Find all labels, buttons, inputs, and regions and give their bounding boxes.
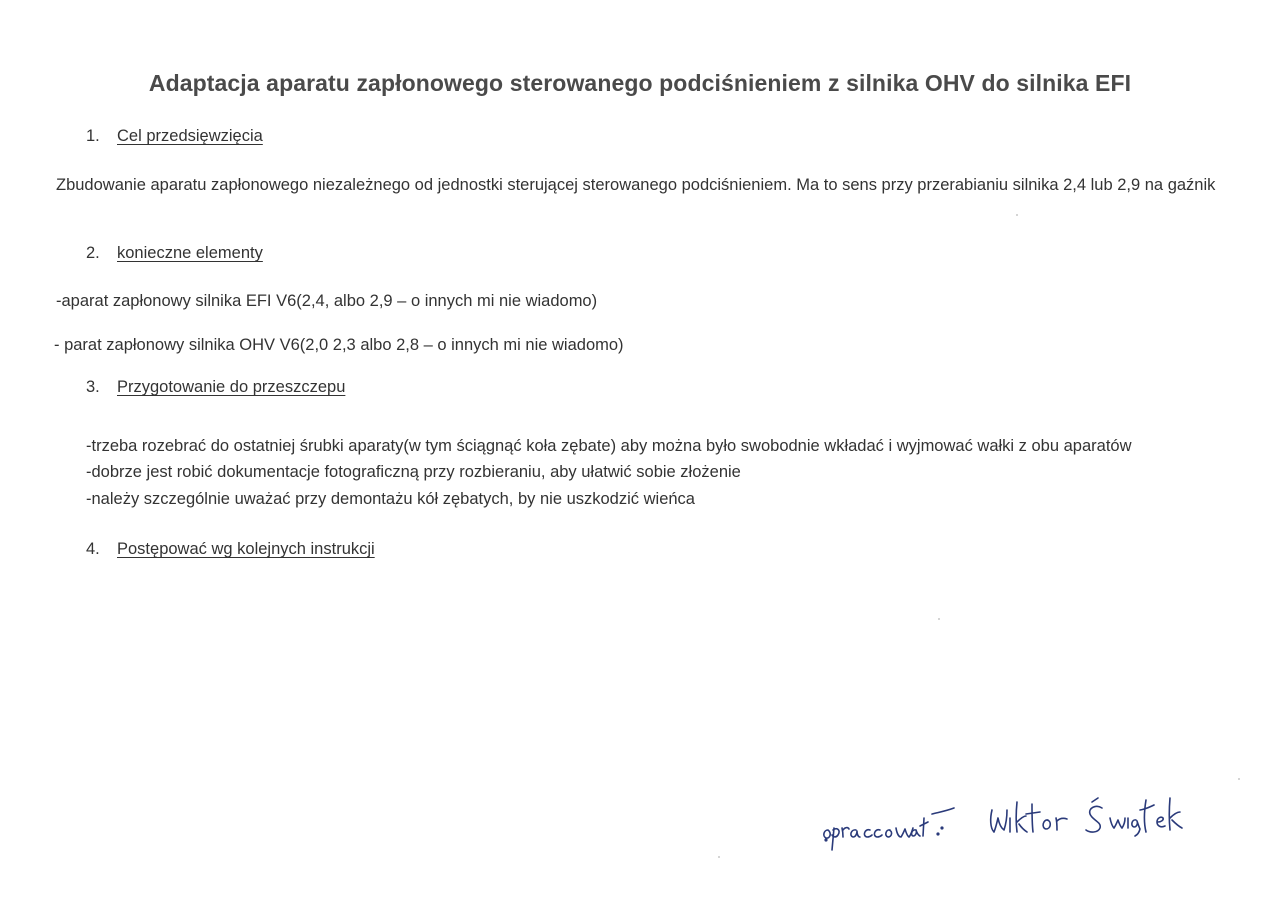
- section-number: 1.: [86, 127, 100, 145]
- scan-speck: [1016, 214, 1018, 216]
- section-number: 4.: [86, 540, 100, 558]
- section-heading-2: [86, 244, 263, 263]
- section-title: konieczne elementy: [117, 244, 263, 262]
- document-title: Adaptacja aparatu zapłonowego sterowanego podciśnieniem z silnika OHV do silnika EFI: [148, 70, 1132, 96]
- section-number: 2.: [86, 244, 100, 262]
- preparation-item-1: -trzeba rozebrać do ostatniej śrubki aparaty(w tym ściągnąć koła zębate) aby można było swobodnie wkładać i wyjmować wałki z obu aparatów: [86, 437, 1132, 455]
- section-heading-1: [86, 127, 263, 146]
- element-item-1: -aparat zapłonowy silnika EFI V6(2,4, albo 2,9 – o innych mi nie wiadomo): [56, 292, 598, 310]
- scan-speck: [1238, 778, 1240, 780]
- section-heading-4: [86, 540, 375, 559]
- section-number: 3.: [86, 378, 100, 396]
- handwritten-signature: [820, 788, 1210, 858]
- section-title: Przygotowanie do przeszczepu: [117, 378, 346, 396]
- element-item-2: - parat zapłonowy silnika OHV V6(2,0 2,3 albo 2,8 – o innych mi nie wiadomo): [54, 336, 624, 354]
- preparation-item-2: -dobrze jest robić dokumentacje fotograficzną przy rozbieraniu, aby ułatwić sobie złożenie: [86, 463, 741, 481]
- scan-speck: [938, 618, 940, 620]
- goal-paragraph: Zbudowanie aparatu zapłonowego niezależnego od jednostki sterującej sterowanego podciśnieniem. Ma to sens przy przerabianiu silnika 2,4 lub 2,9 na gaźnik: [56, 176, 1216, 194]
- section-title: Cel przedsięwzięcia: [117, 127, 263, 145]
- section-title: Postępować wg kolejnych instrukcji: [117, 540, 375, 558]
- section-heading-3: [86, 378, 345, 397]
- scan-speck: [718, 856, 720, 858]
- preparation-item-3: -należy szczególnie uważać przy demontażu kół zębatych, by nie uszkodzić wieńca: [86, 490, 695, 508]
